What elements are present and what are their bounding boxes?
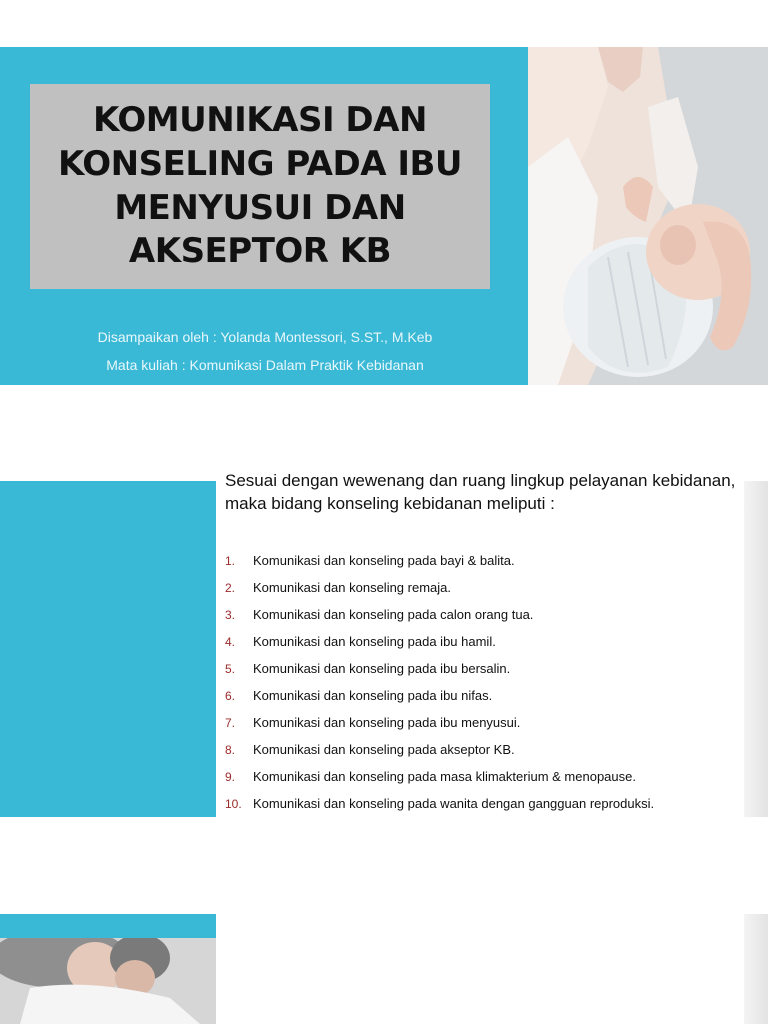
course-line: Mata kuliah : Komunikasi Dalam Praktik Kebidanan — [106, 357, 424, 373]
list-item — [225, 574, 740, 601]
list-text: Komunikasi dan konseling pada bayi & balita. — [253, 553, 515, 568]
list-number: 8. — [225, 742, 236, 757]
list-text: Komunikasi dan konseling pada masa klimakterium & menopause. — [253, 769, 636, 784]
list-number: 1. — [225, 553, 236, 568]
list-item — [225, 628, 740, 655]
list-item — [225, 655, 740, 682]
list-text: Komunikasi dan konseling pada ibu hamil. — [253, 634, 496, 649]
list-item — [225, 736, 740, 763]
presenter-line: Disampaikan oleh : Yolanda Montessori, S.ST., M.Keb — [97, 329, 433, 345]
list-number: 7. — [225, 715, 236, 730]
counseling-list — [225, 547, 740, 817]
list-item — [225, 709, 740, 736]
breastfeeding-photo-icon — [528, 47, 768, 385]
list-number: 10. — [225, 796, 242, 811]
list-item — [225, 790, 740, 817]
list-text: Komunikasi dan konseling pada ibu nifas. — [253, 688, 493, 703]
accent-bar — [0, 481, 216, 817]
list-text: Komunikasi dan konseling pada wanita dengan gangguan reproduksi. — [253, 796, 655, 811]
list-text: Komunikasi dan konseling pada ibu menyusui. — [253, 715, 521, 730]
list-item — [225, 547, 740, 574]
slide-edge — [744, 914, 768, 1024]
slide-edge — [744, 481, 768, 817]
slide-title: KOMUNIKASI DAN KONSELING PADA IBU MENYUSUI DAN AKSEPTOR KB — [57, 100, 463, 272]
list-number: 5. — [225, 661, 236, 676]
list-text: Komunikasi dan konseling pada calon orang tua. — [253, 607, 534, 622]
title-slide — [0, 47, 768, 385]
list-number: 3. — [225, 607, 236, 622]
list-item — [225, 763, 740, 790]
mother-baby-photo-icon — [0, 938, 216, 1024]
list-text: Komunikasi dan konseling remaja. — [253, 580, 451, 595]
intro-text: Sesuai dengan wewenang dan ruang lingkup pelayanan kebidanan, maka bidang konseling kebidanan meliputi : — [225, 471, 736, 513]
list-number: 2. — [225, 580, 236, 595]
title-box — [30, 84, 490, 289]
list-number: 9. — [225, 769, 236, 784]
list-item — [225, 601, 740, 628]
list-number: 6. — [225, 688, 236, 703]
list-text: Komunikasi dan konseling pada akseptor KB. — [253, 742, 515, 757]
list-item — [225, 682, 740, 709]
list-number: 4. — [225, 634, 236, 649]
accent-bar — [0, 914, 216, 938]
list-text: Komunikasi dan konseling pada ibu bersalin. — [253, 661, 511, 676]
